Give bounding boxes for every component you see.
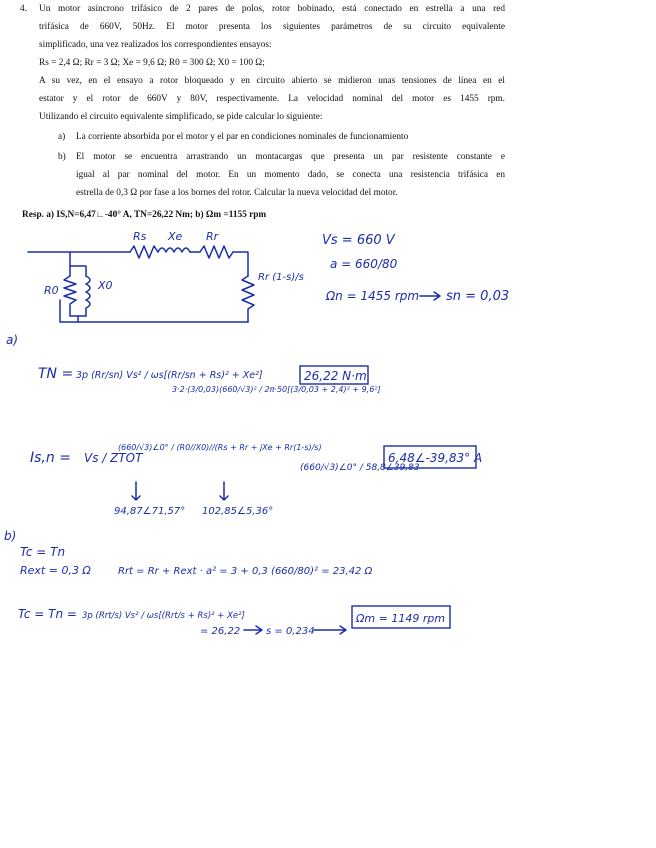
item-a-marker: a): [58, 132, 66, 142]
label-xe: Xe: [168, 230, 183, 243]
part-b: [4, 529, 450, 637]
torque-substitution: 3·2·(3/0,03)(660/√3)² / 2π·50[(3/0,03 + 2,4)² + 9,6²]: [172, 385, 381, 394]
given-a: a = 660/80: [330, 257, 398, 271]
given-vs: Vs = 660 V: [322, 233, 395, 248]
part-b-torque-value: = 26,22: [200, 626, 241, 637]
given-speed: Ωn = 1455 rpm: [326, 289, 420, 303]
torque-formula: 3p (Rr/sn) Vs² / ωs[(Rr/sn + Rs)² + Xe²]: [76, 370, 263, 381]
problem-line-2: trifásica de 660V, 50Hz. El motor presenta los siguientes parámetros de su circuito equivalente: [39, 22, 505, 32]
answer-line: Resp. a) IS,N=6,47∟-40° A, TN=26,22 Nm; b) Ωm =1155 rpm: [22, 210, 267, 220]
problem-number: 4.: [20, 4, 27, 14]
item-b-line-3: estrella de 0,3 Ω por fase a los bornes del rotor. Calcular la nueva velocidad del motor.: [76, 188, 398, 198]
item-b-marker: b): [58, 152, 66, 162]
current-substitution: (660/√3)∠0° / (R0//X0)//(Rs + Rr + jXe + Rr(1-s)/s): [118, 443, 322, 452]
problem-line-1: Un motor asíncrono trifásico de 2 pares de polos, rotor bobinado, está conectado en estrella a una red: [39, 4, 505, 14]
circuit-bottom-wire: [60, 300, 248, 322]
part-b-rrt: Rrt = Rr + Rext · a² = 3 + 0,3 (660/80)² = 23,42 Ω: [118, 566, 373, 577]
current-result: 6,48∠-39,83° A: [388, 451, 483, 465]
label-r0: R0: [44, 284, 59, 297]
arrow-icon-2: [244, 626, 262, 634]
label-load: Rr (1-s)/s: [258, 272, 304, 283]
problem-params: Rs = 2,4 Ω; Rr = 3 Ω; Xe = 9,6 Ω; R0 = 300 Ω; X0 = 100 Ω;: [39, 58, 265, 68]
label-rr: Rr: [206, 230, 219, 243]
arrow-icon: [420, 292, 440, 300]
arrow-down-icon: [132, 482, 140, 500]
label-x0: X0: [98, 279, 113, 292]
part-a-label: a): [6, 333, 19, 347]
impedance-series: 102,85∠5,36°: [202, 506, 274, 517]
givens-block: [322, 233, 509, 304]
part-a: [6, 333, 482, 517]
arrow-down-icon-2: [220, 482, 228, 500]
part-b-torque-formula: 3p (Rrt/s) Vs² / ωs[(Rrt/s + Rs)² + Xe²]: [82, 611, 245, 621]
r0-resistor: [64, 276, 86, 316]
circuit-diagram: [28, 230, 304, 322]
item-b-line-2: igual al par nominal del motor. En un momento dado, se conecta una resistencia trifásica en: [76, 170, 505, 180]
problem-line-3: simplificado, una vez realizados los correspondientes ensayos:: [39, 40, 272, 50]
part-b-torque-lhs: Tc = Tn =: [18, 607, 77, 621]
part-b-slip: s = 0,234: [266, 626, 315, 637]
arrow-icon-3: [314, 626, 346, 634]
current-lhs: Is,n =: [30, 450, 71, 466]
label-rs: Rs: [133, 230, 147, 243]
part-b-label: b): [4, 529, 17, 543]
current-formula: Vs / ZTOT: [84, 451, 143, 465]
given-slip: sn = 0,03: [446, 289, 510, 304]
problem-line-6: estator y el rotor de 660V y 80V, respectivamente. La velocidad nominal del motor es 1455 rpm.: [39, 94, 505, 104]
rs-resistor: [130, 246, 158, 258]
torque-result: 26,22 N·m: [304, 369, 367, 383]
impedance-shunt: 94,87∠71,57°: [114, 506, 186, 517]
problem-line-7: Utilizando el circuito equivalente simplificado, se pide calcular lo siguiente:: [39, 112, 323, 122]
part-b-rext: Rext = 0,3 Ω: [20, 564, 91, 577]
item-a-text: La corriente absorbida por el motor y el par en condiciones nominales de funcionamiento: [76, 132, 409, 142]
speed-result: Ωm = 1149 rpm: [356, 612, 446, 625]
torque-lhs: TN =: [38, 366, 74, 382]
r0-branch-top: [70, 252, 86, 276]
circuit-top-wire-right: [233, 252, 248, 276]
current-substitution-2: (660/√3)∠0° / 58,8∠39,83: [300, 463, 420, 473]
part-b-line-1: Tc = Tn: [20, 545, 66, 559]
item-b-line-1: El motor se encuentra arrastrando un montacargas que presenta un par resistente constante e: [76, 152, 505, 162]
rr-resistor: [200, 246, 233, 258]
xe-inductor: [158, 248, 190, 252]
x0-inductor: [86, 276, 90, 316]
load-resistor: [242, 276, 254, 322]
problem-line-5: A su vez, en el ensayo a rotor bloqueado y en circuito abierto se midieron unas tensiones de línea en el: [39, 76, 505, 86]
